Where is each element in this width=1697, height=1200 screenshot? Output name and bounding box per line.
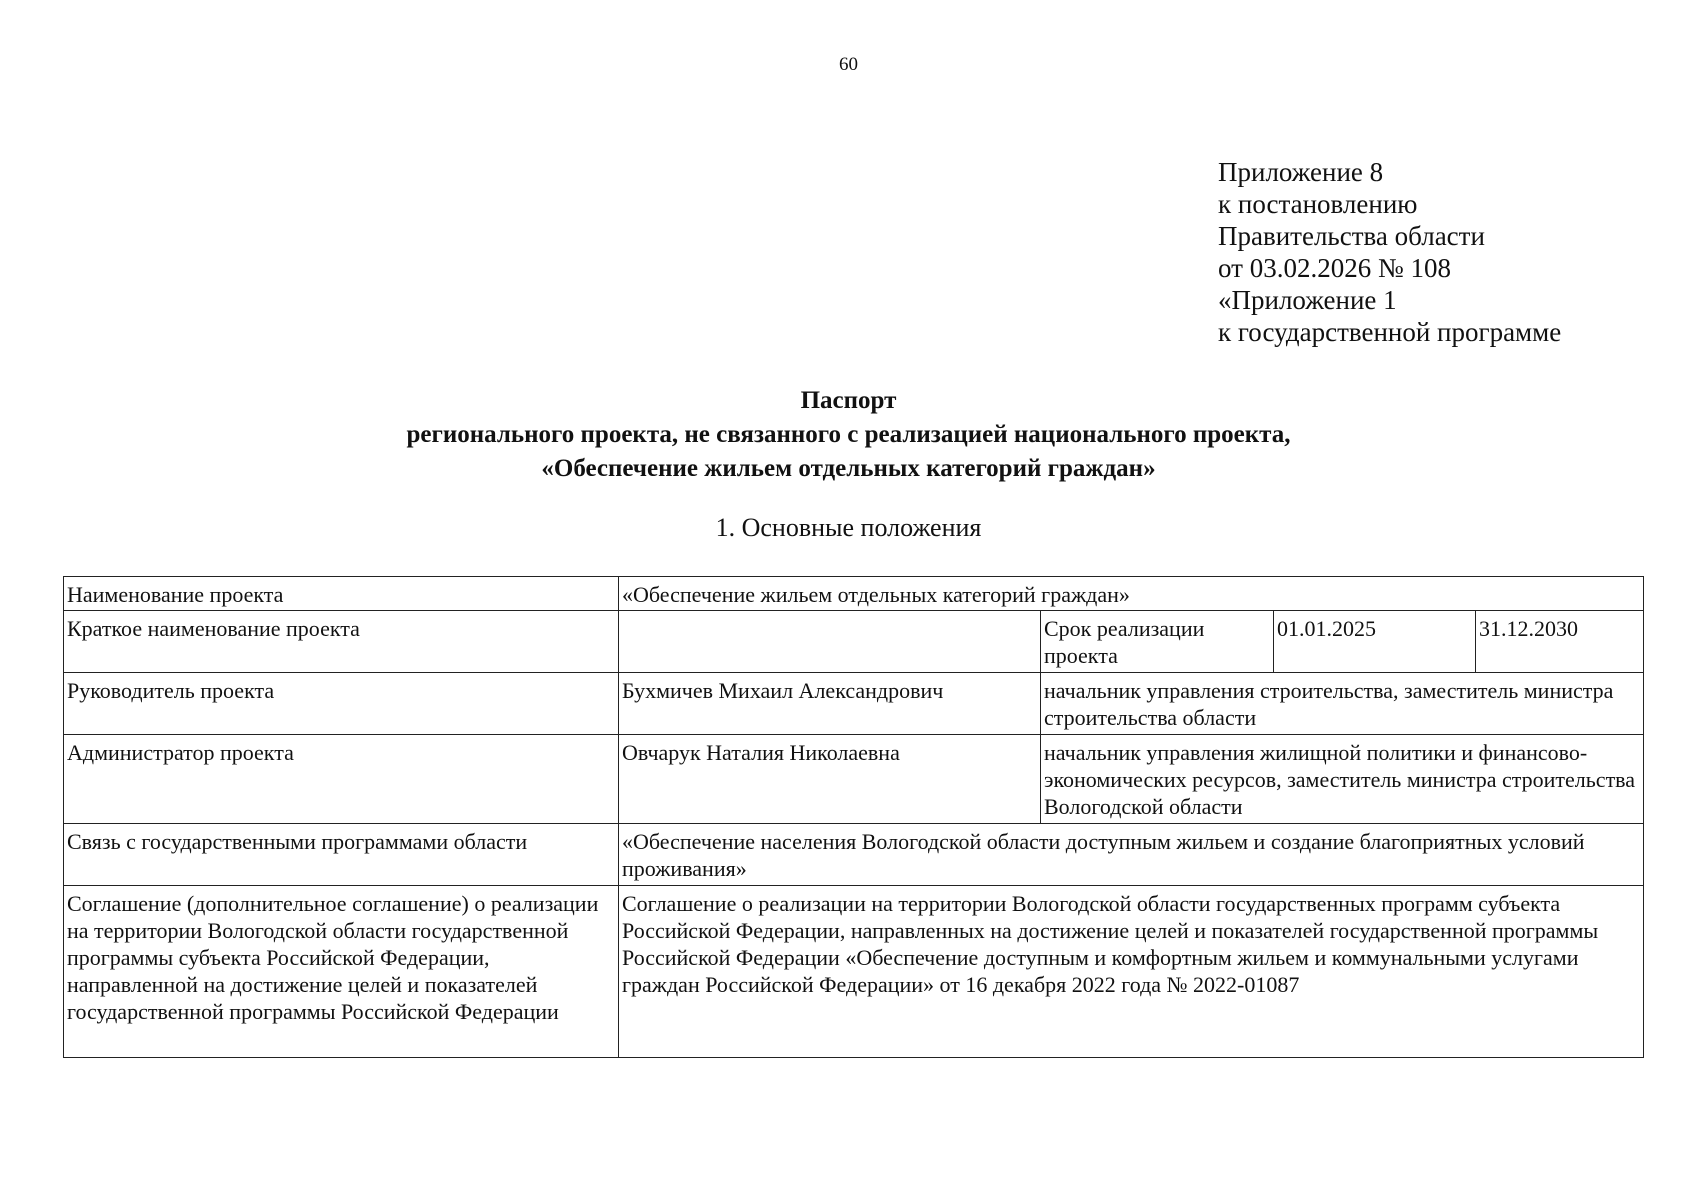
cell-value: «Обеспечение жильем отдельных категорий граждан» — [619, 577, 1644, 611]
cell-end-date: 31.12.2030 — [1476, 611, 1644, 673]
appendix-line: от 03.02.2026 № 108 — [1218, 253, 1451, 283]
cell-label: Связь с государственными программами области — [64, 824, 619, 886]
cell-person-name: Бухмичев Михаил Александрович — [619, 673, 1041, 735]
appendix-line: «Приложение 1 — [1218, 285, 1397, 315]
cell-start-date: 01.01.2025 — [1274, 611, 1476, 673]
appendix-line: Приложение 8 — [1218, 157, 1384, 187]
document-title — [0, 384, 1697, 486]
title-line-project-name: «Обеспечение жильем отдельных категорий граждан» — [541, 455, 1156, 482]
cell-value: «Обеспечение населения Вологодской области доступным жильем и создание благоприятных условий проживания» — [619, 824, 1644, 886]
title-line-passport: Паспорт — [800, 387, 897, 414]
cell-label: Администратор проекта — [64, 735, 619, 824]
page-number: 60 — [839, 54, 858, 75]
cell-person-position: начальник управления жилищной политики и финансово-экономических ресурсов, заместитель министра строительства Вологодской области — [1041, 735, 1644, 824]
passport-table — [63, 576, 1644, 1058]
cell-person-name: Овчарук Наталия Николаевна — [619, 735, 1041, 824]
table-row-project-admin — [64, 735, 1644, 824]
appendix-line: Правительства области — [1218, 221, 1485, 251]
cell-value-empty — [619, 611, 1041, 673]
cell-label: Наименование проекта — [64, 577, 619, 611]
section-heading: 1. Основные положения — [715, 513, 982, 542]
cell-term-label: Срок реализации проекта — [1041, 611, 1274, 673]
cell-value: Соглашение о реализации на территории Вологодской области государственных программ субъекта Российской Федерации, направленных на достижение целей и показателей государственной программы Российской Федерации «Обеспечение доступным и комфортным жильем и коммунальными услугами граждан Российской Федерации» от 16 декабря 2022 года № 2022-01087 — [619, 886, 1644, 1058]
appendix-block — [1218, 156, 1561, 348]
cell-label: Руководитель проекта — [64, 673, 619, 735]
table-row-agreement — [64, 886, 1644, 1058]
cell-label: Краткое наименование проекта — [64, 611, 619, 673]
cell-label: Соглашение (дополнительное соглашение) о реализации на территории Вологодской области государственной программы субъекта Российской Федерации, направленной на достижение целей и показателей государственной программы Российской Федерации — [64, 886, 619, 1058]
title-line-subtitle: регионального проекта, не связанного с реализацией национального проекта, — [406, 421, 1291, 448]
appendix-line: к постановлению — [1218, 189, 1418, 219]
appendix-line: к государственной программе — [1218, 317, 1562, 347]
cell-person-position: начальник управления строительства, заместитель министра строительства области — [1041, 673, 1644, 735]
table-row-state-programs — [64, 824, 1644, 886]
table-row-short-name — [64, 611, 1644, 673]
table-row-project-name — [64, 577, 1644, 611]
table-row-project-head — [64, 673, 1644, 735]
